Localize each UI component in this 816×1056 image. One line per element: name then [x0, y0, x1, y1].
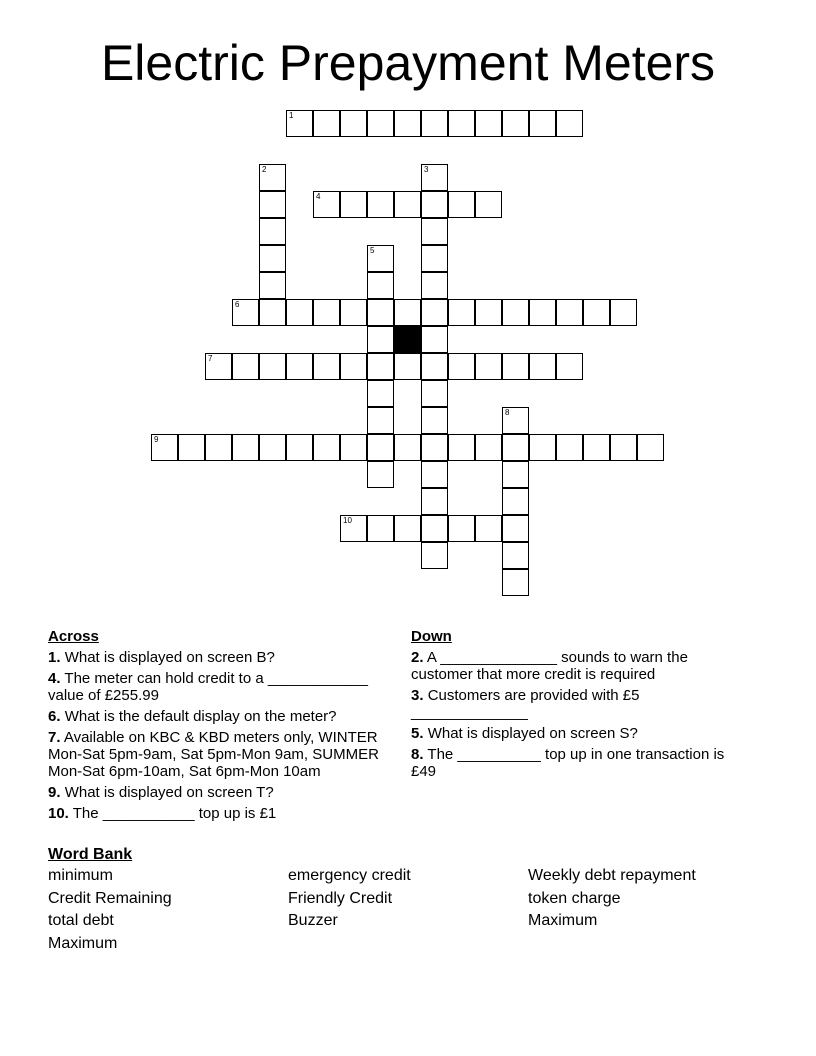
- grid-cell[interactable]: [394, 515, 421, 542]
- grid-cell[interactable]: [313, 299, 340, 326]
- grid-cell[interactable]: [259, 353, 286, 380]
- down-clues: [411, 628, 751, 784]
- grid-cell[interactable]: [340, 299, 367, 326]
- grid-cell[interactable]: [286, 434, 313, 461]
- grid-cell[interactable]: [529, 110, 556, 137]
- grid-cell[interactable]: [394, 434, 421, 461]
- grid-cell[interactable]: [259, 299, 286, 326]
- down-heading: Down: [411, 628, 452, 645]
- grid-cell[interactable]: [502, 542, 529, 569]
- clue-number-label: 6: [235, 300, 240, 309]
- grid-cell[interactable]: [475, 434, 502, 461]
- grid-cell[interactable]: [259, 245, 286, 272]
- grid-cell[interactable]: [367, 110, 394, 137]
- grid-cell[interactable]: [421, 164, 448, 191]
- grid-cell[interactable]: [367, 191, 394, 218]
- word-bank-item: Credit Remaining: [48, 889, 172, 907]
- clue-number: 5.: [411, 725, 424, 742]
- grid-cell[interactable]: [367, 461, 394, 488]
- clue-across-7: [48, 729, 388, 780]
- word-bank-item: Maximum: [48, 934, 118, 952]
- grid-cell[interactable]: [259, 272, 286, 299]
- grid-cell[interactable]: [448, 191, 475, 218]
- clue-text: Available on KBC & KBD meters only, WINTER Mon-Sat 5pm-9am, Sat 5pm-Mon 9am, SUMMER Mon-Sat 6pm-10am, Sat 6pm-Mon 10am: [48, 729, 379, 780]
- clue-text: What is displayed on screen B?: [64, 649, 275, 666]
- grid-cell[interactable]: [502, 461, 529, 488]
- clue-text: The ___________ top up is £1: [72, 805, 277, 822]
- grid-cell[interactable]: [502, 407, 529, 434]
- grid-cell[interactable]: [232, 434, 259, 461]
- grid-cell[interactable]: [502, 299, 529, 326]
- grid-cell[interactable]: [232, 299, 259, 326]
- grid-cell[interactable]: [313, 110, 340, 137]
- clue-text: What is the default display on the meter?: [64, 708, 337, 725]
- grid-cell[interactable]: [394, 299, 421, 326]
- clue-number-label: 3: [424, 165, 429, 174]
- grid-cell[interactable]: [367, 245, 394, 272]
- grid-cell[interactable]: [556, 110, 583, 137]
- word-bank-heading: Word Bank: [48, 846, 133, 863]
- grid-cell[interactable]: [367, 326, 394, 353]
- grid-cell[interactable]: [556, 353, 583, 380]
- grid-cell[interactable]: [421, 434, 448, 461]
- clue-number: 7.: [48, 729, 61, 746]
- clue-number-label: 2: [262, 165, 267, 174]
- word-bank-item: Friendly Credit: [288, 889, 393, 907]
- grid-cell[interactable]: [502, 110, 529, 137]
- clue-number: 10.: [48, 805, 69, 822]
- grid-cell[interactable]: [475, 110, 502, 137]
- grid-cell[interactable]: [610, 299, 637, 326]
- grid-cell[interactable]: [421, 245, 448, 272]
- grid-cell[interactable]: [421, 407, 448, 434]
- grid-cell[interactable]: [529, 353, 556, 380]
- puzzle-title: Electric Prepayment Meters: [100, 35, 716, 91]
- grid-cell[interactable]: [556, 434, 583, 461]
- grid-cell[interactable]: [340, 110, 367, 137]
- grid-cell[interactable]: [367, 434, 394, 461]
- grid-cell[interactable]: [421, 380, 448, 407]
- grid-cell[interactable]: [151, 434, 178, 461]
- word-bank-item: token charge: [528, 889, 621, 907]
- grid-cell[interactable]: [367, 272, 394, 299]
- clue-text: What is displayed on screen T?: [64, 784, 274, 801]
- clue-number-label: 9: [154, 435, 159, 444]
- grid-cell[interactable]: [529, 434, 556, 461]
- clue-number: 1.: [48, 649, 61, 666]
- clue-text: The meter can hold credit to a ____________ value of £255.99: [48, 670, 368, 704]
- grid-cell[interactable]: [313, 434, 340, 461]
- clue-text: The __________ top up in one transaction is £49: [411, 746, 725, 780]
- black-square: [394, 326, 421, 353]
- clue-number-label: 4: [316, 192, 321, 201]
- clue-across-9: [48, 784, 388, 801]
- grid-cell[interactable]: [448, 434, 475, 461]
- grid-cell[interactable]: [502, 434, 529, 461]
- grid-cell[interactable]: [475, 299, 502, 326]
- grid-cell[interactable]: [448, 299, 475, 326]
- grid-cell[interactable]: [529, 299, 556, 326]
- word-bank-item: minimum: [48, 867, 113, 884]
- grid-cell[interactable]: [286, 110, 313, 137]
- word-bank-item: emergency credit: [288, 867, 411, 884]
- grid-cell[interactable]: [637, 434, 664, 461]
- across-heading: Across: [48, 628, 99, 645]
- grid-cell[interactable]: [367, 380, 394, 407]
- clue-text: Customers are provided with £5 ______________: [411, 687, 640, 721]
- clue-number-label: 10: [343, 516, 352, 525]
- clue-down-2: [411, 649, 751, 683]
- clue-across-4: [48, 670, 388, 704]
- grid-cell[interactable]: [340, 353, 367, 380]
- grid-cell[interactable]: [583, 299, 610, 326]
- grid-cell[interactable]: [421, 542, 448, 569]
- clue-number: 9.: [48, 784, 61, 801]
- grid-cell[interactable]: [232, 353, 259, 380]
- grid-cell[interactable]: [313, 353, 340, 380]
- grid-cell[interactable]: [205, 353, 232, 380]
- grid-cell[interactable]: [448, 353, 475, 380]
- clue-across-1: [48, 649, 388, 666]
- clue-text: A ______________ sounds to warn the customer that more credit is required: [411, 649, 688, 683]
- clue-number: 6.: [48, 708, 61, 725]
- grid-cell[interactable]: [502, 515, 529, 542]
- grid-cell[interactable]: [502, 488, 529, 515]
- grid-cell[interactable]: [421, 110, 448, 137]
- grid-cell[interactable]: [340, 191, 367, 218]
- grid-cell[interactable]: [421, 191, 448, 218]
- grid-cell[interactable]: [259, 164, 286, 191]
- grid-cell[interactable]: [421, 299, 448, 326]
- word-bank-item: total debt: [48, 912, 114, 929]
- grid-cell[interactable]: [448, 110, 475, 137]
- clue-number-label: 1: [289, 111, 294, 120]
- grid-cell[interactable]: [178, 434, 205, 461]
- grid-cell[interactable]: [286, 353, 313, 380]
- grid-cell[interactable]: [502, 569, 529, 596]
- clue-number: 2.: [411, 649, 424, 666]
- grid-cell[interactable]: [367, 515, 394, 542]
- grid-cell[interactable]: [475, 515, 502, 542]
- clue-across-6: [48, 708, 388, 725]
- grid-cell[interactable]: [394, 353, 421, 380]
- across-clues: [48, 628, 388, 826]
- grid-cell[interactable]: [502, 353, 529, 380]
- grid-cell[interactable]: [475, 191, 502, 218]
- grid-cell[interactable]: [259, 191, 286, 218]
- clue-number: 8.: [411, 746, 424, 763]
- grid-cell[interactable]: [259, 218, 286, 245]
- word-bank-item: Weekly debt repayment: [528, 867, 696, 884]
- grid-cell[interactable]: [205, 434, 232, 461]
- clue-number-label: 5: [370, 246, 375, 255]
- grid-cell[interactable]: [421, 326, 448, 353]
- clue-down-3: [411, 687, 751, 721]
- grid-cell[interactable]: [475, 353, 502, 380]
- grid-cell[interactable]: [367, 407, 394, 434]
- word-bank: [48, 867, 768, 953]
- grid-cell[interactable]: [340, 434, 367, 461]
- clue-number-label: 8: [505, 408, 510, 417]
- grid-cell[interactable]: [286, 299, 313, 326]
- clue-number: 3.: [411, 687, 424, 704]
- word-bank-item: Buzzer: [288, 912, 338, 929]
- grid-cell[interactable]: [259, 434, 286, 461]
- clue-text: What is displayed on screen S?: [427, 725, 638, 742]
- grid-cell[interactable]: [340, 515, 367, 542]
- grid-cell[interactable]: [421, 461, 448, 488]
- grid-cell[interactable]: [313, 191, 340, 218]
- clue-number-label: 7: [208, 354, 213, 363]
- grid-cell[interactable]: [421, 272, 448, 299]
- grid-cell[interactable]: [583, 434, 610, 461]
- clue-down-8: [411, 746, 751, 780]
- grid-cell[interactable]: [421, 218, 448, 245]
- word-bank-item: Maximum: [528, 912, 598, 929]
- clue-across-10: [48, 805, 388, 822]
- grid-cell[interactable]: [367, 353, 394, 380]
- grid-cell[interactable]: [394, 110, 421, 137]
- grid-cell[interactable]: [367, 299, 394, 326]
- grid-cell[interactable]: [421, 515, 448, 542]
- clue-number: 4.: [48, 670, 61, 687]
- grid-cell[interactable]: [556, 299, 583, 326]
- grid-cell[interactable]: [610, 434, 637, 461]
- grid-cell[interactable]: [421, 488, 448, 515]
- grid-cell[interactable]: [394, 191, 421, 218]
- grid-cell[interactable]: [421, 353, 448, 380]
- grid-cell[interactable]: [448, 515, 475, 542]
- clue-down-5: [411, 725, 751, 742]
